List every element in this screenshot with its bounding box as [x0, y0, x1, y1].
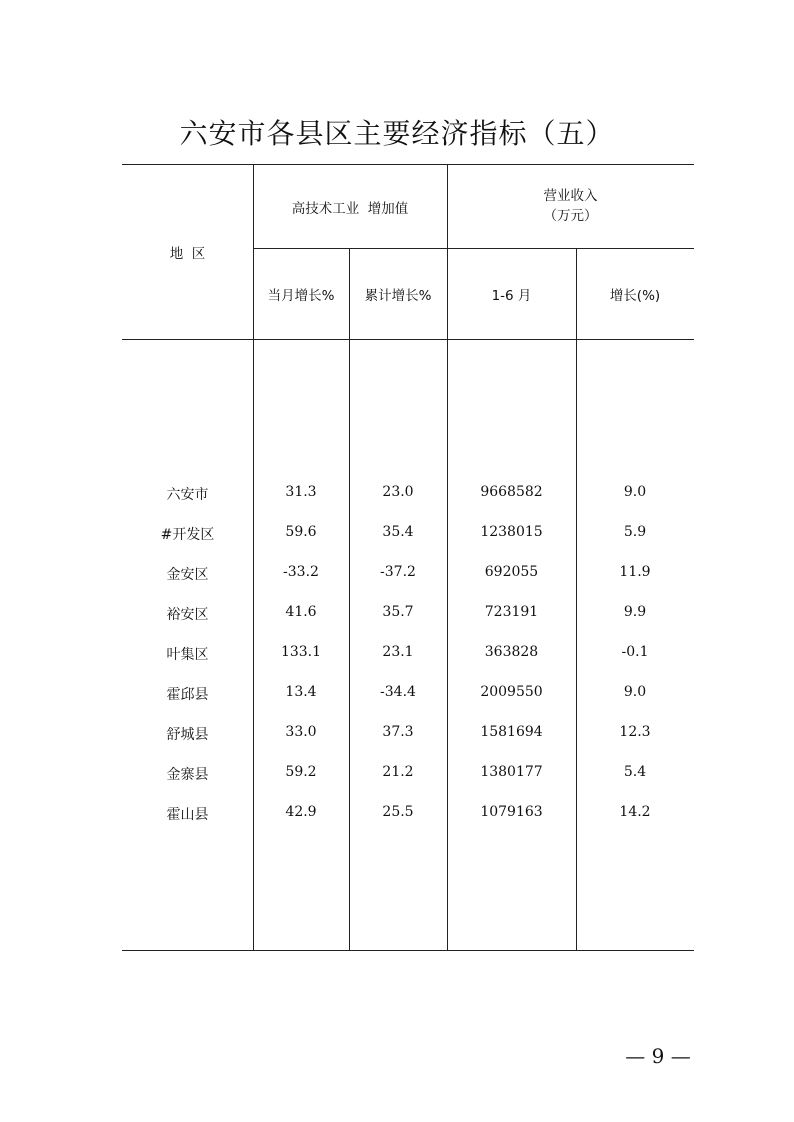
revenue-growth-value: -0.1 [621, 644, 649, 660]
header-bottom-rule [122, 339, 694, 340]
region-name: 霍山县 [166, 807, 209, 823]
revenue-value: 1380177 [480, 764, 543, 780]
revenue-growth-value: 14.2 [619, 804, 651, 820]
cumulative-growth-value: 37.3 [382, 724, 414, 740]
region-name: #开发区 [160, 527, 215, 543]
column-divider [349, 248, 350, 951]
region-header: 地 区 [169, 246, 206, 262]
revenue-value: 363828 [484, 644, 539, 660]
revenue-growth-value: 9.0 [623, 484, 647, 500]
revenue-value: 1581694 [480, 724, 543, 740]
column-divider [576, 248, 577, 951]
cumulative-growth-value: -37.2 [380, 564, 416, 580]
cumulative-growth-value: 35.4 [382, 524, 414, 540]
region-name: 舒城县 [166, 727, 209, 743]
cumulative-growth-header: 累计增长% [364, 288, 432, 304]
region-name: 金安区 [166, 567, 209, 583]
cumulative-growth-value: -34.4 [380, 684, 416, 700]
region-name: 裕安区 [166, 607, 209, 623]
revenue-header-line2: （万元） [543, 208, 598, 224]
revenue-growth-value: 9.9 [623, 604, 647, 620]
revenue-growth-value: 5.9 [623, 524, 647, 540]
revenue-header-line1: 营业收入 [543, 188, 598, 204]
month-growth-value: 59.6 [285, 524, 317, 540]
table-top-rule [122, 164, 694, 165]
revenue-growth-value: 12.3 [619, 724, 651, 740]
region-name: 霍邱县 [166, 687, 209, 703]
column-divider [253, 164, 254, 951]
revenue-value: 9668582 [480, 484, 543, 500]
period-header: 1-6 月 [491, 288, 532, 304]
month-growth-value: 31.3 [285, 484, 317, 500]
region-name: 六安市 [166, 487, 209, 503]
group-header-rule [253, 248, 694, 249]
month-growth-value: 42.9 [285, 804, 317, 820]
region-name: 金寨县 [166, 767, 209, 783]
month-growth-value: 59.2 [285, 764, 317, 780]
revenue-value: 1079163 [480, 804, 543, 820]
revenue-growth-value: 11.9 [619, 564, 651, 580]
hightech-group-header: 高技术工业 增加值 [291, 201, 409, 217]
revenue-growth-value: 5.4 [623, 764, 647, 780]
revenue-value: 1238015 [480, 524, 543, 540]
cumulative-growth-value: 25.5 [382, 804, 414, 820]
revenue-growth-value: 9.0 [623, 684, 647, 700]
month-growth-value: 133.1 [280, 644, 322, 660]
cumulative-growth-value: 21.2 [382, 764, 414, 780]
month-growth-value: 33.0 [285, 724, 317, 740]
month-growth-header: 当月增长% [267, 288, 335, 304]
revenue-value: 723191 [484, 604, 539, 620]
column-divider [447, 164, 448, 951]
cumulative-growth-value: 23.1 [382, 644, 414, 660]
month-growth-value: -33.2 [283, 564, 319, 580]
region-name: 叶集区 [166, 647, 209, 663]
month-growth-value: 13.4 [285, 684, 317, 700]
page-number: — 9 — [625, 1044, 691, 1068]
revenue-value: 2009550 [480, 684, 543, 700]
cumulative-growth-value: 35.7 [382, 604, 414, 620]
month-growth-value: 41.6 [285, 604, 317, 620]
revenue-value: 692055 [484, 564, 539, 580]
cumulative-growth-value: 23.0 [382, 484, 414, 500]
page-title: 六安市各县区主要经济指标（五） [179, 117, 615, 150]
table-bottom-rule [122, 950, 694, 951]
growth-pct-header: 增长(%) [609, 288, 661, 304]
revenue-group-header [447, 186, 694, 226]
